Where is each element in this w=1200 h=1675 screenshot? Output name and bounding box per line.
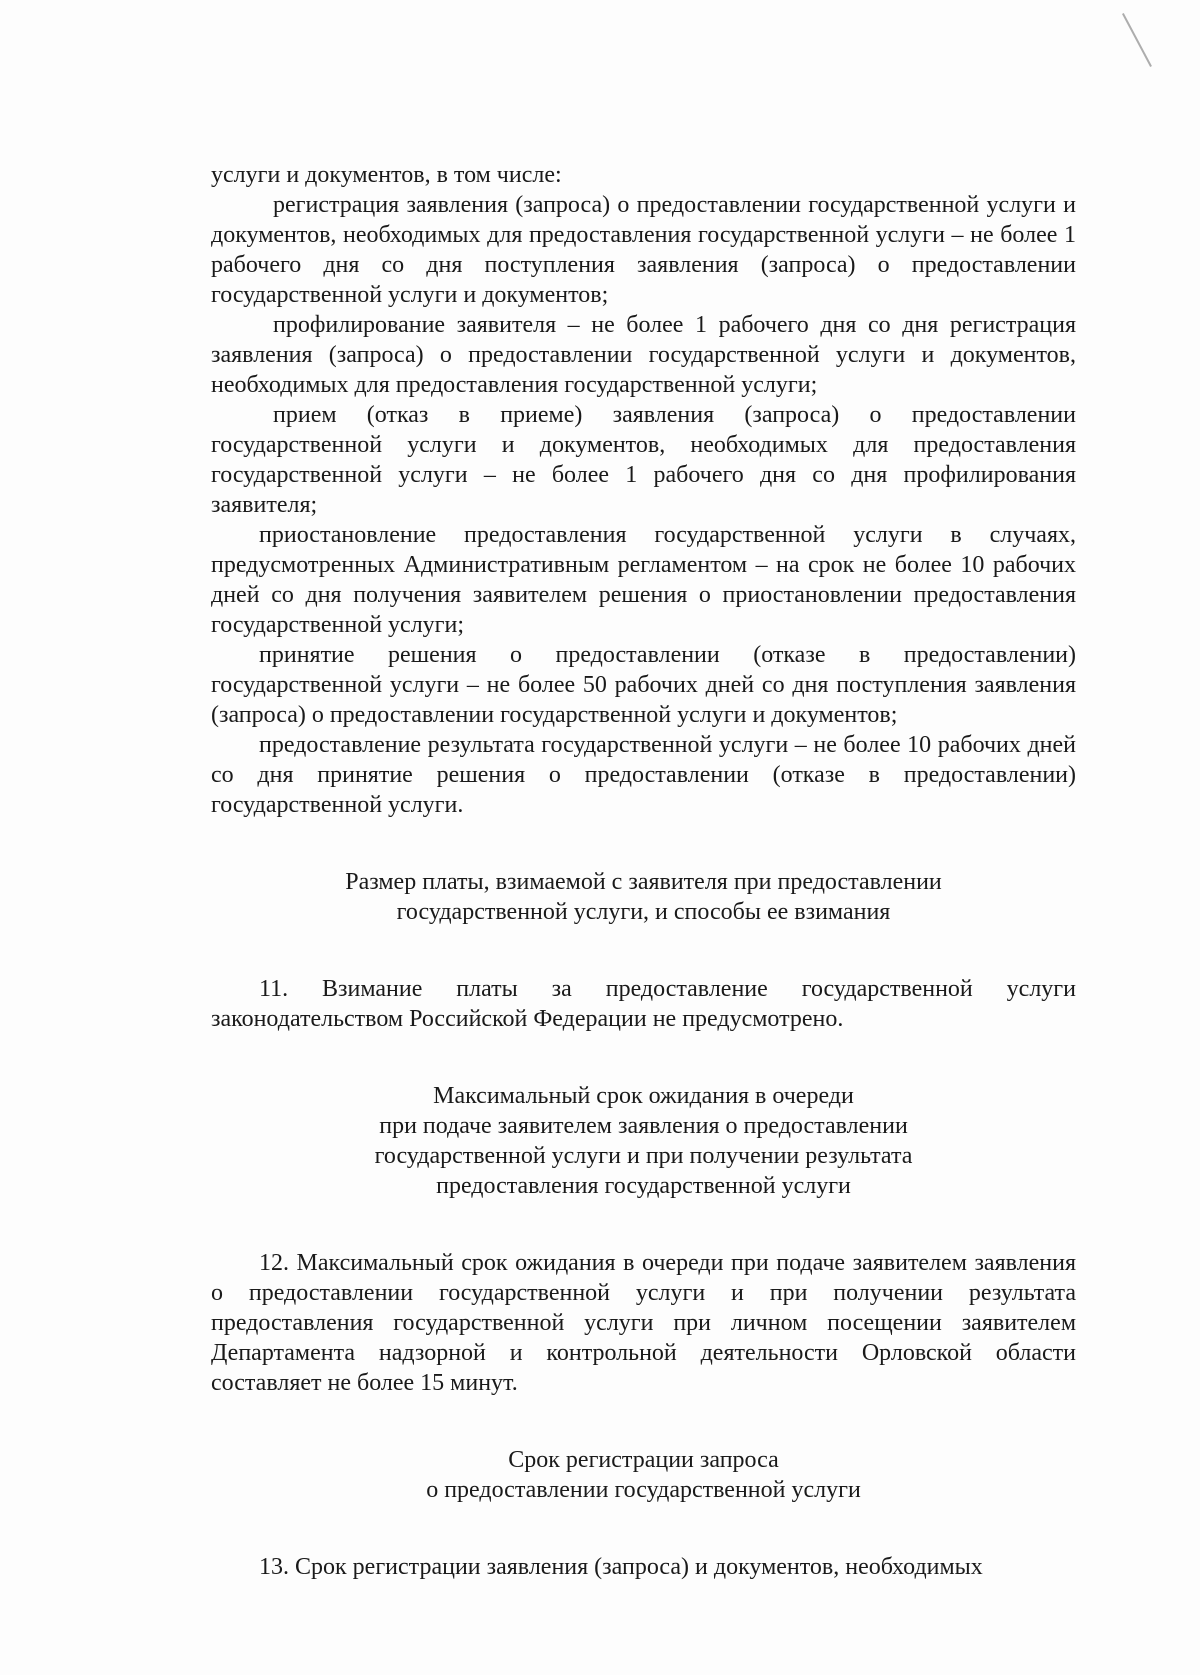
section-heading-queue-line-1: Максимальный срок ожидания в очереди — [433, 1083, 854, 1109]
document-body — [211, 160, 1076, 1582]
paragraph-decision: принятие решения о предоставлении (отказе в предоставлении) государственной услуги – не более 50 рабочих дней со дня поступления заявления (запроса) о предоставлении государственной услуги и документов; — [211, 642, 1076, 728]
paragraph-registration: регистрация заявления (запроса) о предоставлении государственной услуги и документов, необходимых для предоставления государственной услуги – не более 1 рабочего дня со дня поступления заявления (запроса) о предоставлении государственной услуги и документов; — [211, 192, 1076, 308]
paragraph-13: 13. Срок регистрации заявления (запроса) и документов, необходимых — [259, 1554, 983, 1580]
paragraph-12: 12. Максимальный срок ожидания в очереди при подаче заявителем заявления о предоставлении государственной услуги и при получении результата предоставления государственной услуги при личном посещении заявителем Департамента надзорной и контрольной деятельности Орловской области составляет не более 15 минут. — [211, 1250, 1076, 1396]
section-heading-queue-line-3: государственной услуги и при получении результата — [374, 1143, 913, 1169]
section-heading-registration-line-1: Срок регистрации запроса — [508, 1447, 779, 1473]
paragraph-profiling: профилирование заявителя – не более 1 рабочего дня со дня регистрация заявления (запроса) о предоставлении государственной услуги и документов, необходимых для предоставления государственной услуги; — [211, 312, 1076, 398]
paragraph-result: предоставление результата государственной услуги – не более 10 рабочих дней со дня принятие решения о предоставлении (отказе в предоставлении) государственной услуги. — [211, 732, 1076, 818]
section-heading-queue-line-4: предоставления государственной услуги — [436, 1173, 851, 1199]
paragraph-acceptance: прием (отказ в приеме) заявления (запроса) о предоставлении государственной услуги и документов, необходимых для предоставления государственной услуги – не более 1 рабочего дня со дня профилирования заявителя; — [211, 402, 1076, 518]
section-heading-fee-line-1: Размер платы, взимаемой с заявителя при предоставлении — [345, 869, 942, 895]
paragraph-suspension: приостановление предоставления государственной услуги в случаях, предусмотренных Административным регламентом – на срок не более 10 рабочих дней со дня получения заявителем решения о приостановлении предоставления государственной услуги; — [211, 522, 1076, 638]
section-heading-queue-line-2: при подаче заявителем заявления о предоставлении — [379, 1113, 908, 1139]
scan-artifact-mark — [1122, 13, 1152, 67]
section-heading-fee-line-2: государственной услуги, и способы ее взимания — [396, 899, 891, 925]
section-heading-registration-line-2: о предоставлении государственной услуги — [426, 1477, 861, 1503]
paragraph-11: 11. Взимание платы за предоставление государственной услуги законодательством Российской Федерации не предусмотрено. — [211, 976, 1076, 1032]
paragraph-continuation: услуги и документов, в том числе: — [211, 162, 562, 188]
